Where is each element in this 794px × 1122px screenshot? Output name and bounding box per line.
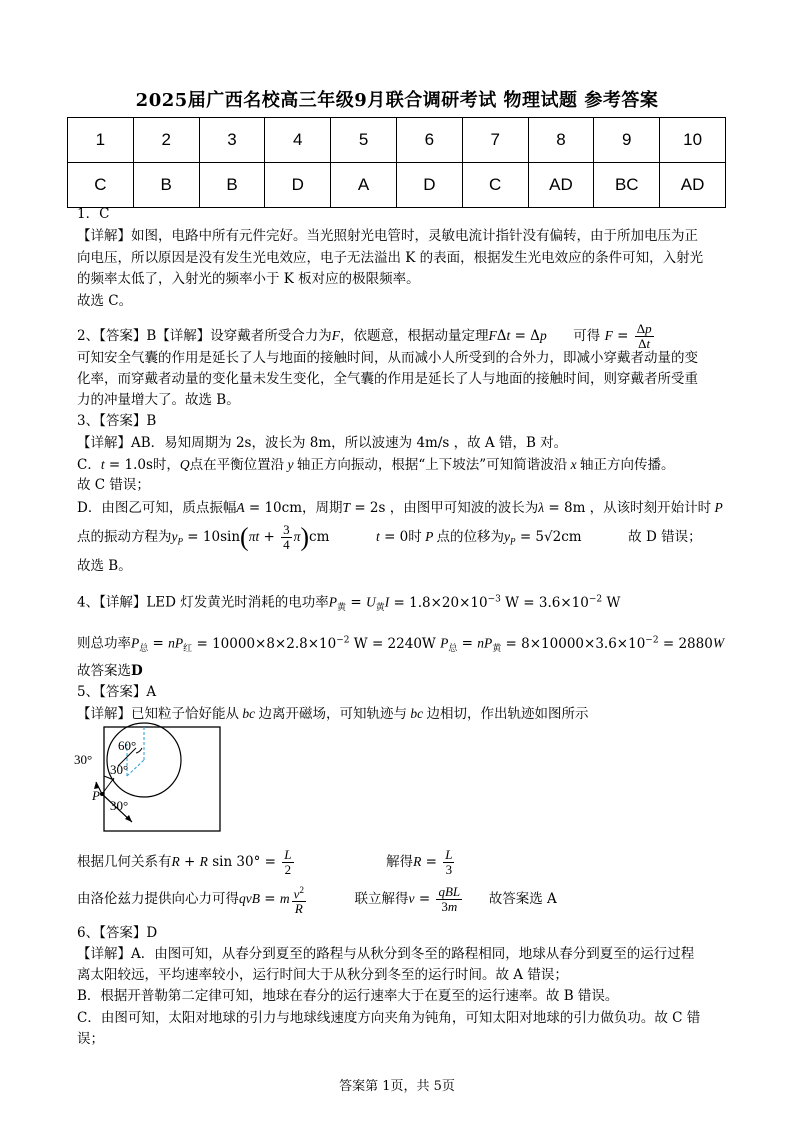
q2-text-line: 可知安全气囊的作用是延长了人与地面的接触时间，从而减小人所受到的合外力，即减小穿戴者动量的变 xyxy=(77,350,698,366)
q2-text-line: 化率，而穿戴者动量的变化量未发生变化，全气囊的作用是延长了人与地面的接触时间，则穿戴者所受重 xyxy=(77,371,698,387)
fraction: $\frac{3}{4}$ xyxy=(283,522,290,552)
page-footer: 答案第 1页，共 5页 xyxy=(339,1079,455,1094)
q3-text: 点的位移为 xyxy=(436,529,505,545)
q6-text-line: 【详解】A．由图可知，从春分到夏至的路程与从秋分到冬至的路程相同，地球从春分到夏至的运行过程 xyxy=(77,946,695,962)
q4-text: 则总功率 xyxy=(77,635,131,652)
fraction: $\frac{\Delta p}{\Delta t}$ xyxy=(636,321,652,351)
answer-cell: D xyxy=(396,163,462,208)
fraction: $\frac{v^2}{R}$ xyxy=(293,884,304,917)
q2-text: 可得 xyxy=(573,328,601,344)
q3-text: 时 xyxy=(408,529,422,545)
q2-text-line: 力的冲量增大了。故选 B。 xyxy=(77,392,240,408)
answer-table-number-row xyxy=(68,118,726,163)
question-number: 1 xyxy=(68,118,134,163)
answer-cell: B xyxy=(199,163,265,208)
q1-conclusion: 故选 C。 xyxy=(77,293,133,309)
answer-cell: AD xyxy=(528,163,594,208)
q2-text: 2、【答案】B【详解】设穿戴者所受合力为 xyxy=(77,328,332,344)
page-title: 2025届广西名校高三年级9月联合调研考试 物理试题 参考答案 xyxy=(135,90,659,111)
angle-label-30-bottom: 30° xyxy=(110,798,129,813)
q5-text: 【详解】已知粒子恰好能从 xyxy=(77,706,239,722)
question-number: 6 xyxy=(396,118,462,163)
q3-text: ，由图甲可知波的波长为 xyxy=(389,500,539,516)
answer-table xyxy=(67,117,726,208)
q3-text-line: 故 C 错误； xyxy=(77,477,150,493)
q4-text: 4、【详解】LED 灯发黄光时消耗的电功率 xyxy=(77,594,329,611)
q3-line-d: D．由图乙可知，质点振幅A = 10cm，周期T = 2s ，由图甲可知波的波长为λ = 8m ，从该时刻开始计时 P xyxy=(77,500,723,516)
q5-text: 联立解得 xyxy=(354,891,409,907)
fraction: $\frac{\text{qBL}}{3m}$ xyxy=(438,884,461,914)
q5-text: 由洛伦兹力提供向心力可得 xyxy=(77,891,239,907)
angle-label-30-mid: 30° xyxy=(110,762,129,777)
q5-text: 根据几何关系有 xyxy=(77,854,172,870)
q4-answer: D xyxy=(131,663,143,679)
q3-text: 时， xyxy=(152,457,180,473)
q4-line-2: 则总功率$P_总 = nP_红 = 10000\times 8\times 2.8\times 10^{-2}$ W = 2240W $P_总 = nP_黄 = 8\times 10000\times 3.6\times 10^{-2} = 2880W$ xyxy=(77,635,725,655)
q1-text-line: 向电压，所以原因是没有发生光电效应，电子无法溢出 K 的表面，根据发生光电效应的条件可知，入射光 xyxy=(77,250,704,266)
fraction: $\frac{L}{3}$ xyxy=(445,847,453,877)
answer-cell: C xyxy=(462,163,528,208)
angle-label-30-left: 30° xyxy=(74,752,93,767)
formula: F xyxy=(604,328,613,343)
answer-cell: AD xyxy=(660,163,726,208)
q6-text-line: B．根据开普勒第二定律可知，地球在春分的运行速率大于在夏至的运行速率。故 B 错误。 xyxy=(77,988,619,1004)
q5-line-lorentz: 由洛伦兹力提供向心力可得qvB = m $\frac{v^2}{R}$ 联立解得v = $\frac{\text{qBL}}{3m}$ 故答案选 A xyxy=(77,884,557,917)
answer-cell: D xyxy=(265,163,331,208)
q3-text: 故 D 错误； xyxy=(628,529,702,545)
q5-line-geometry: 根据几何关系有R + R sin 30° = $\frac{L}{2}$ 解得R = $\frac{L}{3}$ xyxy=(77,847,453,877)
q5-text: 边相切，作出轨迹如图所示 xyxy=(426,706,589,722)
q5-text: 边离开磁场，可知轨迹与 xyxy=(258,706,407,722)
q3-text: 点在平衡位置沿 xyxy=(189,457,285,473)
q3-text: C． xyxy=(77,457,101,473)
question-number: 10 xyxy=(660,118,726,163)
question-number: 2 xyxy=(133,118,199,163)
angle-label-60: 60° xyxy=(118,738,137,753)
q1-text-line: 的频率太低了，入射光的频率小于 K 板对应的极限频率。 xyxy=(77,271,420,287)
q2-text: ，依题意，根据动量定理 xyxy=(340,328,489,344)
trajectory-figure xyxy=(74,722,234,838)
formula: F xyxy=(331,328,341,343)
answer-cell: C xyxy=(68,163,134,208)
q4-text: 故答案选 xyxy=(77,663,131,679)
q3-text: 轴正方向振动，根据“上下坡法”可知简谐波沿 xyxy=(296,457,568,473)
q3-heading: 3、【答案】B xyxy=(77,413,157,429)
answer-table-answer-row xyxy=(68,163,726,208)
q3-text: 轴正方向传播。 xyxy=(579,457,675,473)
point-label-p: P xyxy=(92,788,100,803)
q3-text: ，周期 xyxy=(302,500,343,516)
q3-line-equation: 点的振动方程为$y_P = 10\sin(\pi t$ + $\frac{3}{4}$ π)cm t = 0时 P 点的位移为$y_P = 5√2cm$ 故 D 错误； xyxy=(77,522,702,552)
q3-text: D．由图乙可知，质点振幅 xyxy=(77,500,237,516)
q3-text: ，从该时刻开始计时 xyxy=(589,500,712,516)
question-number: 4 xyxy=(265,118,331,163)
question-number: 8 xyxy=(528,118,594,163)
q1-heading: 1．C xyxy=(77,206,110,222)
q3-text: 点的振动方程为 xyxy=(77,529,172,545)
q5-text: 解得 xyxy=(386,854,414,870)
answer-cell: B xyxy=(133,163,199,208)
q5-heading: 5、【答案】A xyxy=(77,684,157,700)
q1-text-line: 【详解】如图，电路中所有元件完好。当光照射光电管时，灵敏电流计指针没有偏转，由于所加电压为正 xyxy=(77,228,698,244)
question-number: 3 xyxy=(199,118,265,163)
fraction: $\frac{L}{2}$ xyxy=(284,847,292,877)
answer-cell: A xyxy=(331,163,397,208)
q6-text-line: C．由图可知，太阳对地球的引力与地球线速度方向夹角为钝角，可知太阳对地球的引力做负功。故 C 错 xyxy=(77,1010,701,1026)
answer-cell: BC xyxy=(594,163,660,208)
formula: F xyxy=(488,328,497,343)
q6-text-line: 离太阳较远，平均速率较小，运行时间大于从秋分到冬至的运行时间。故 A 错误； xyxy=(77,967,568,983)
question-number: 5 xyxy=(331,118,397,163)
q4-line-1: 4、【详解】LED 灯发黄光时消耗的电功率$P_黄 = U_黄I = 1.8\times 20\times 10^{-3}$ $W = 3.6\times 10^{-2}$ W xyxy=(77,594,621,614)
q3-line-c: C．t = 1.0s时，Q点在平衡位置沿 y 轴正方向振动，根据“上下坡法”可知简谐波沿 x 轴正方向传播。 xyxy=(77,457,675,473)
question-number: 7 xyxy=(462,118,528,163)
q6-text-line: 误； xyxy=(77,1031,104,1047)
q2-line-1: 2、【答案】B【详解】设穿戴者所受合力为F，依题意，根据动量定理FΔt = Δp 可得 F = $\frac{\Delta p}{\Delta t}$ xyxy=(77,321,652,351)
q4-conclusion xyxy=(77,663,143,680)
question-number: 9 xyxy=(594,118,660,163)
q3-text-line: 【详解】AB．易知周期为 2s，波长为 8m，所以波速为 4m/s ，故 A 错，B 对。 xyxy=(77,435,568,451)
q3-conclusion: 故选 B。 xyxy=(77,558,132,574)
q5-text: 故答案选 A xyxy=(488,891,557,907)
q6-heading: 6、【答案】D xyxy=(77,925,158,941)
q5-line-1: 【详解】已知粒子恰好能从 bc 边离开磁场，可知轨迹与 bc 边相切，作出轨迹如图所示 xyxy=(77,706,589,722)
